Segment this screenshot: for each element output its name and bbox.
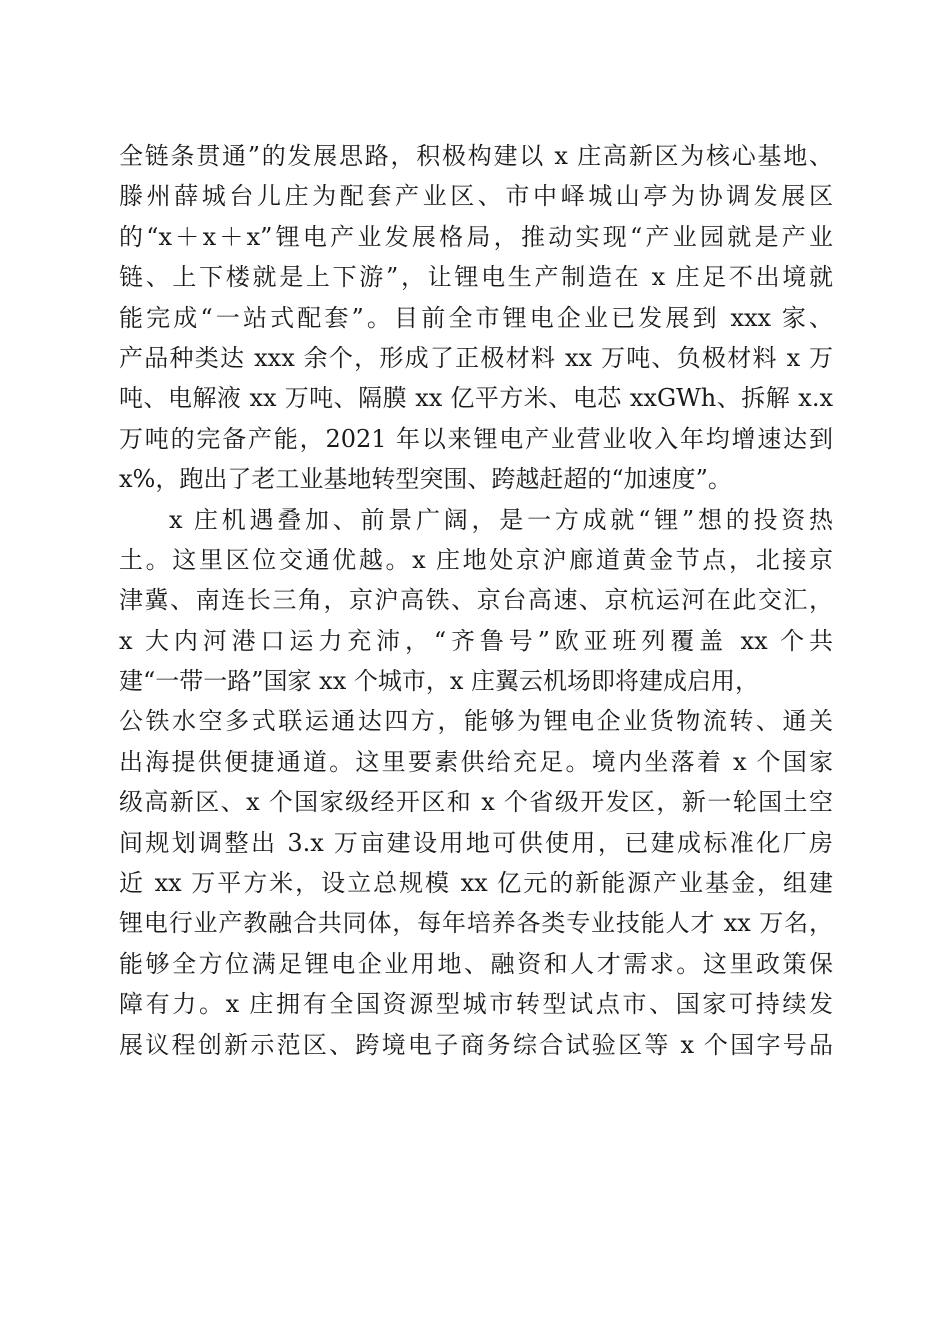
paragraph-1 [119,136,833,500]
text-line: 能完成“一站式配套”。目前全市锂电企业已发展到 xxx 家、 [119,303,833,332]
body-text [119,136,833,1065]
text-line: x 大内河港口运力充沛，“齐鲁号”欧亚班列覆盖 xx 个共 [119,626,833,655]
text-line: x 庄机遇叠加、前景广阔，是一方成就“锂”想的投资热 [169,505,833,534]
text-line: 间规划调整出 3.x 万亩建设用地可供使用，已建成标准化厂房 [119,828,833,857]
text-line: 万吨的完备产能，2021 年以来锂电产业营业收入年均增速达到 [119,424,833,453]
text-line: 滕州薛城台儿庄为配套产业区、市中峄城山亭为协调发展区 [119,182,833,211]
text-line: 障有力。x 庄拥有全国资源型城市转型试点市、国家可持续发 [119,990,833,1019]
text-line: 吨、电解液 xx 万吨、隔膜 xx 亿平方米、电芯 xxGWh、拆解 x.x [119,384,833,413]
paragraph-2 [119,500,833,1065]
text-line: x%，跑出了老工业基地转型突围、跨越赶超的“加速度”。 [119,465,732,494]
text-line: 近 xx 万平方米，设立总规模 xx 亿元的新能源产业基金，组建 [119,869,833,898]
text-line: 产品种类达 xxx 余个，形成了正极材料 xx 万吨、负极材料 x 万 [119,343,833,372]
text-line: 全链条贯通”的发展思路，积极构建以 x 庄高新区为核心基地、 [119,142,833,170]
text-line: 能够全方位满足锂电企业用地、融资和人才需求。这里政策保 [119,949,833,978]
text-line: 级高新区、x 个国家级经开区和 x 个省级开发区，新一轮国土空 [119,788,833,817]
text-line: 建“一带一路”国家 xx 个城市，x 庄翼云机场即将建成启用， [119,667,760,696]
text-line: 链、上下楼就是上下游”，让锂电生产制造在 x 庄足不出境就 [119,263,833,292]
text-line: 津冀、南连长三角，京沪高铁、京台高速、京杭运河在此交汇， [119,586,833,615]
text-line: 展议程创新示范区、跨境电子商务综合试验区等 x 个国字号品 [119,1030,833,1059]
text-line: 出海提供便捷通道。这里要素供给充足。境内坐落着 x 个国家 [119,747,833,776]
text-line: 锂电行业产教融合共同体，每年培养各类专业技能人才 xx 万名， [119,909,833,938]
text-line: 土。这里区位交通优越。x 庄地处京沪廊道黄金节点，北接京 [119,545,833,574]
text-line: 的“x＋x＋x”锂电产业发展格局，推动实现“产业园就是产业 [119,222,833,251]
text-line: 公铁水空多式联运通达四方，能够为锂电企业货物流转、通关 [119,707,833,736]
